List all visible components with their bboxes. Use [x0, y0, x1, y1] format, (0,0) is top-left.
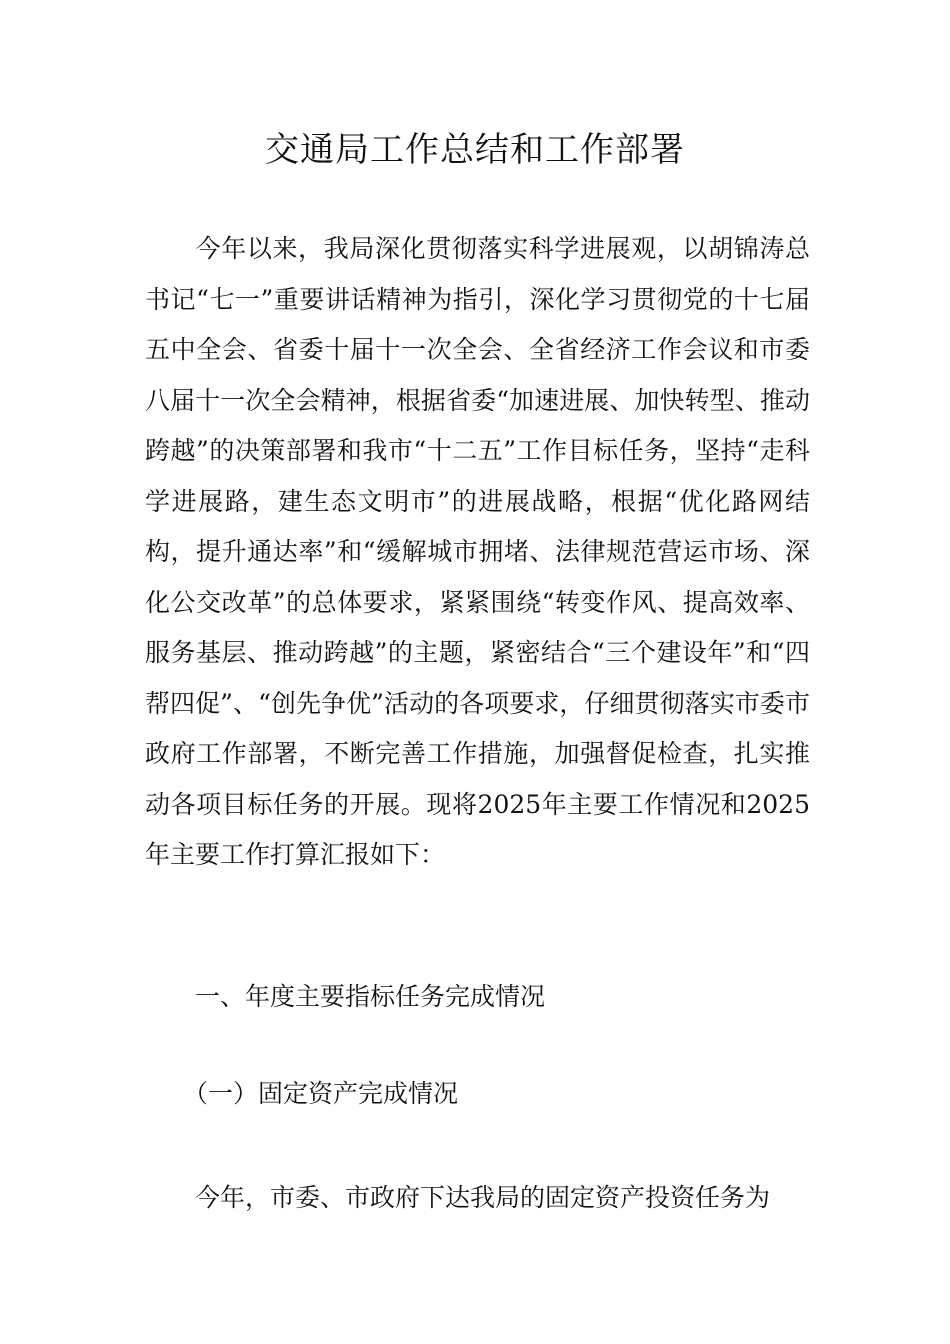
document-title: 交通局工作总结和工作部署	[265, 130, 685, 170]
intro-paragraph-text: 今年以来，我局深化贯彻落实科学进展观，以胡锦涛总书记“七一”重要讲话精神为指引，深化学习贯彻党的十七届五中全会、省委十届十一次全会、全省经济工作会议和市委八届十一次全会精神，根据省委“加速进展、加快转型、推动跨越”的决策部署和我市“十二五”工作目标任务，坚持“走科学进展路，建生态文明市”的进展战略，根据“优化路网结构，提升通达率”和“缓解城市拥堵、法律规范营运市场、深化公交改革”的总体要求，紧紧围绕“转变作风、提高效率、服务基层、推动跨越”的主题，紧密结合“三个建设年”和“四帮四促”、“创先争优”活动的各项要求，仔细贯彻落实市委市政府工作部署，不断完善工作措施，加强督促检查，扎实推动各项目标任务的开展。现将2025年主要工作情况和2025年主要工作打算汇报如下：	[145, 234, 810, 869]
second-paragraph: 今年，市委、市政府下达我局的固定资产投资任务为	[195, 1183, 771, 1212]
intro-paragraph	[145, 224, 810, 881]
subsection-heading: （一）固定资产完成情况	[183, 1079, 459, 1108]
section-heading: 一、年度主要指标任务完成情况	[195, 982, 546, 1011]
